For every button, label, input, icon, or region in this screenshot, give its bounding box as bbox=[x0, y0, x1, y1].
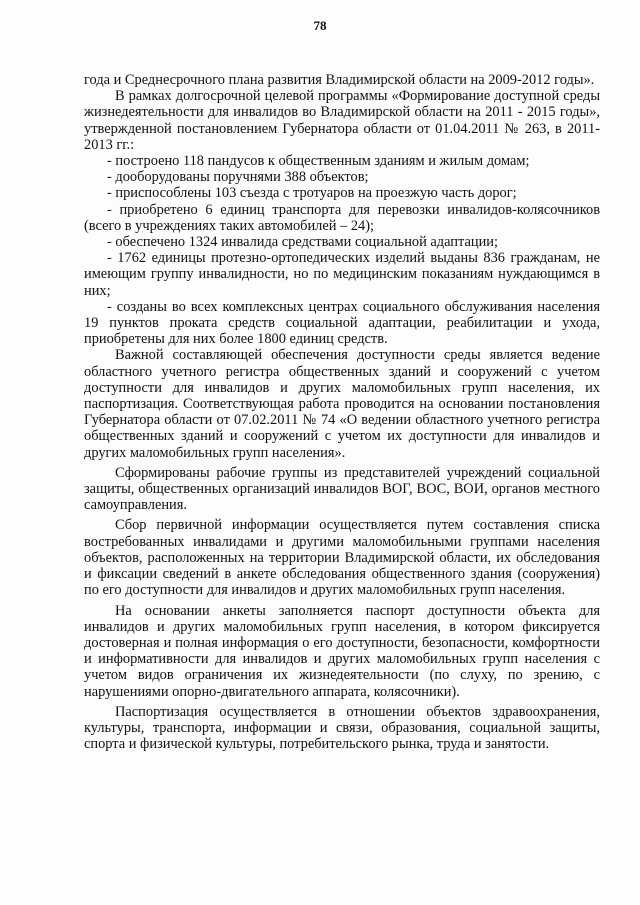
paragraph: года и Среднесрочного плана развития Владимирской области на 2009-2012 годы». bbox=[84, 72, 595, 88]
list-item: - созданы во всех комплексных центрах социального обслуживания населения 19 пунктов проката средств социальной адаптации, реабилитации и ухода, приобретены для них более 1800 единиц средств. bbox=[84, 298, 600, 348]
paragraph: Паспортизация осуществляется в отношении объектов здравоохранения, культуры, транспорта, информации и связи, образования, социальной защиты, спорта и физической культуры, потребительского рынка, труда и занятости. bbox=[84, 703, 600, 753]
document-body bbox=[84, 72, 600, 752]
list-item: - построено 118 пандусов к общественным зданиям и жилым домам; bbox=[107, 153, 530, 170]
page-number: 78 bbox=[313, 18, 327, 33]
paragraph: Сформированы рабочие группы из представителей учреждений социальной защиты, общественных организаций инвалидов ВОГ, ВОС, ВОИ, органов местного самоуправления. bbox=[84, 464, 600, 514]
paragraph: Сбор первичной информации осуществляется путем составления списка востребованных инвалидами и другими маломобильными группами населения объектов, расположенных на территории Владимирской области, их обследования и фиксации сведений в анкете обследования общественного здания (сооружения) по его доступности для инвалидов и других маломобильных групп населения. bbox=[84, 517, 600, 599]
paragraph: В рамках долгосрочной целевой программы «Формирование доступной среды жизнедеятельности для инвалидов во Владимирской области на 2011 - 2015 годы», утвержденной постановлением Губернатора области от 01.04.2011 № 263, в 2011-2013 гг.: bbox=[84, 88, 600, 153]
list-item: - обеспечено 1324 инвалида средствами социальной адаптации; bbox=[107, 234, 498, 251]
list-item: - дооборудованы поручнями 388 объектов; bbox=[107, 169, 369, 186]
list-item: - приспособлены 103 съезда с тротуаров на проезжую часть дорог; bbox=[107, 185, 517, 202]
paragraph: Важной составляющей обеспечения доступности среды является ведение областного учетного регистра общественных зданий и сооружений с учетом доступности для инвалидов и других маломобильных групп населения, их паспортизация. Соответствующая работа проводится на основании постановления Губернатора области от 07.02.2011 № 74 «О ведении областного учетного регистра общественных зданий и сооружений с учетом их доступности для инвалидов и других маломобильных групп населения». bbox=[84, 347, 600, 461]
paragraph: На основании анкеты заполняется паспорт доступности объекта для инвалидов и других маломобильных групп населения, в котором фиксируется достоверная и полная информация о его доступности, безопасности, комфортности и информативности для инвалидов и других маломобильных групп населения с учетом видов ограничения их жизнедеятельности (по слуху, по зрению, с нарушениями опорно-двигательного аппарата, колясочники). bbox=[84, 602, 600, 700]
list-item: - 1762 единицы протезно-ортопедических изделий выданы 836 гражданам, не имеющим группу инвалидности, но по медицинским показаниям нуждающимся в них; bbox=[84, 250, 600, 299]
list-item: - приобретено 6 единиц транспорта для перевозки инвалидов-колясочников (всего в учреждениях таких автомобилей – 24); bbox=[84, 201, 600, 234]
